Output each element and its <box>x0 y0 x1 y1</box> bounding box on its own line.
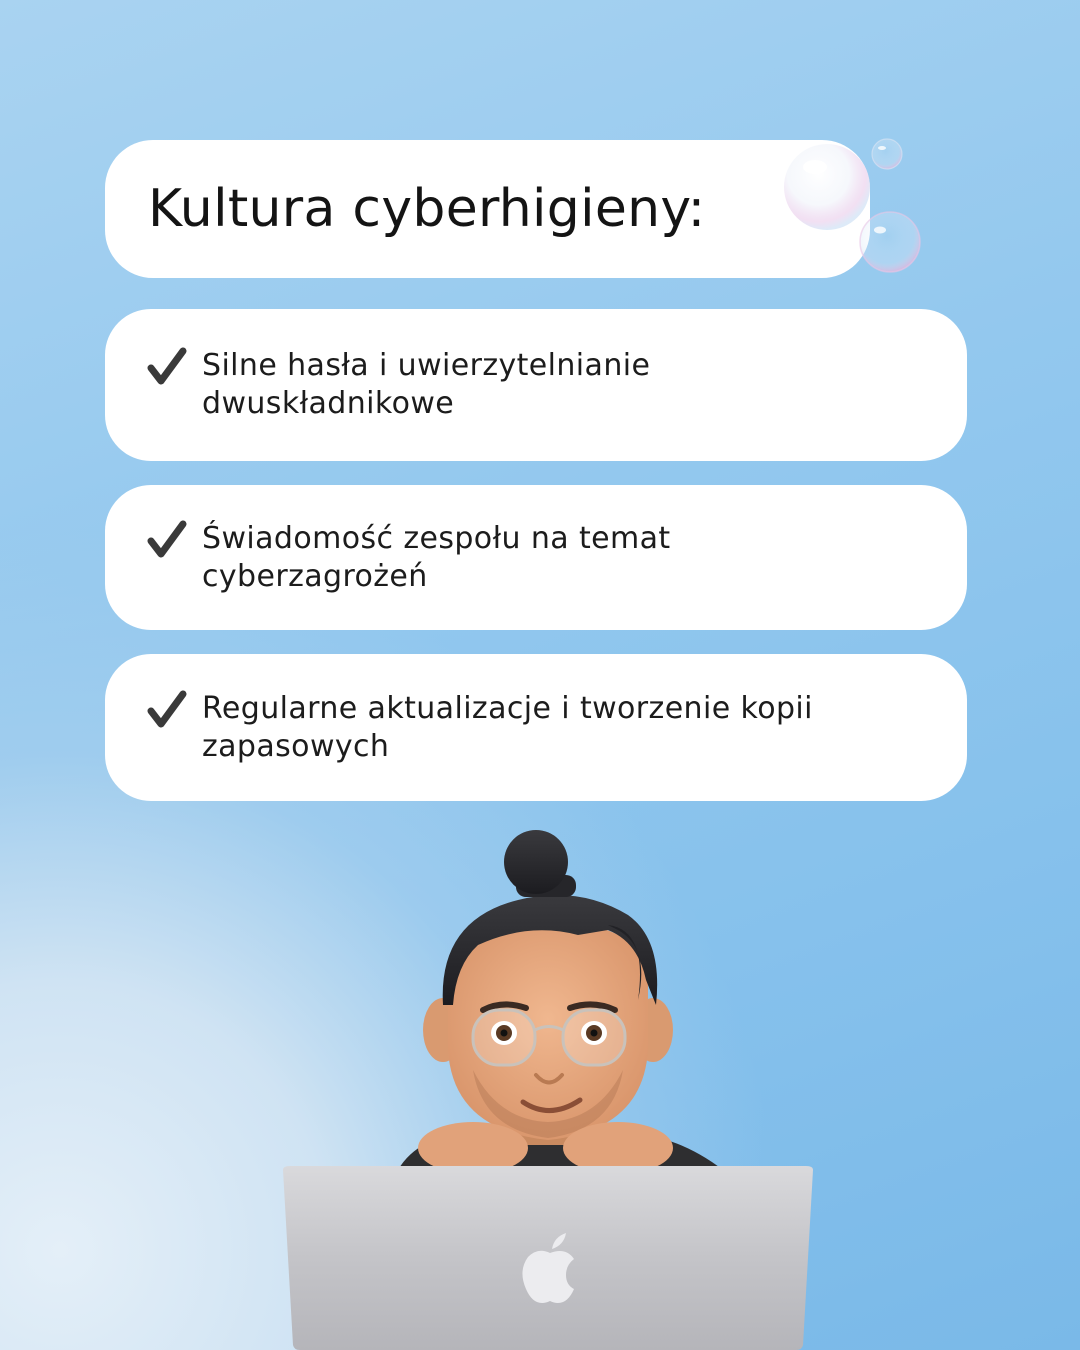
check-icon <box>147 347 187 387</box>
check-icon <box>147 520 187 560</box>
list-item <box>105 309 967 461</box>
soap-bubbles-icon <box>780 135 930 280</box>
check-icon <box>147 690 187 730</box>
memoji-avatar-with-laptop <box>278 830 818 1350</box>
list-item-label: Świadomość zespołu na temat cyberzagrożeń <box>202 520 671 594</box>
list-item-label: Silne hasła i uwierzytelnianie dwuskładnikowe <box>202 348 651 421</box>
list-item <box>105 654 967 801</box>
page-title: Kultura cyberhigieny: <box>148 179 706 239</box>
list-item-label: Regularne aktualizacje i tworzenie kopii zapasowych <box>202 690 813 764</box>
list-item <box>105 485 967 630</box>
title-card <box>105 140 870 278</box>
